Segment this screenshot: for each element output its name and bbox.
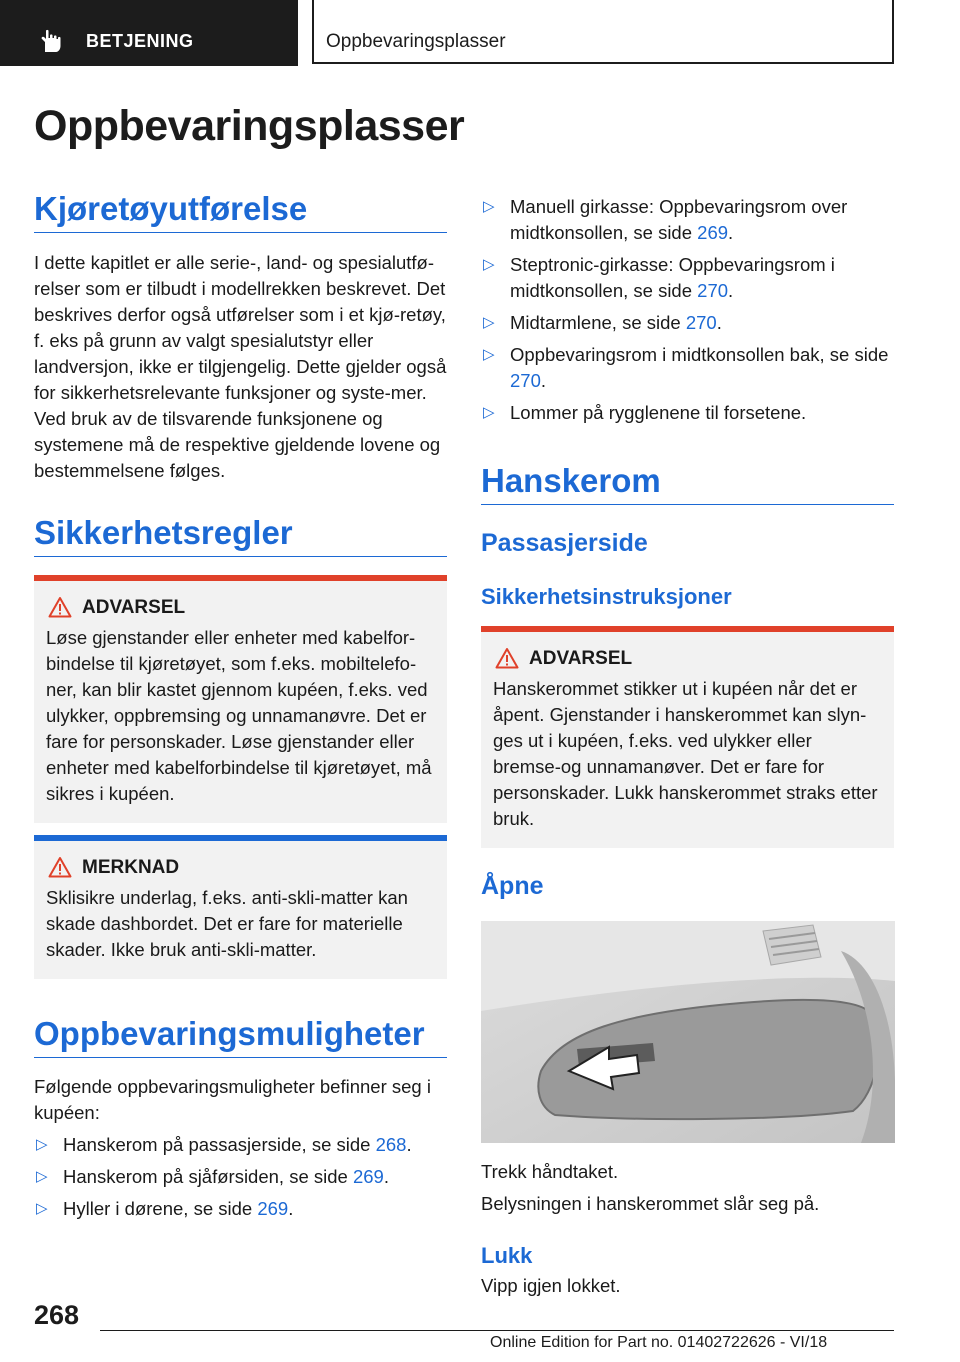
glovebox-photo [481, 921, 895, 1143]
safety-instructions-heading: Sikkerhetsinstruksjoner [481, 584, 732, 609]
note-box [34, 835, 447, 979]
close-heading: Lukk [481, 1243, 533, 1268]
storage-heading: Oppbevaringsmuligheter [34, 1015, 447, 1058]
footer-edition: Online Edition for Part no. 01402722626 - VI/18 [490, 1334, 828, 1351]
left-column [34, 190, 447, 1222]
list-item: ▷ Oppbevaringsrom i midtkonsollen bak, se side 270. [483, 344, 889, 391]
breadcrumb-label: Oppbevaringsplasser [326, 31, 506, 52]
vehicle-text: I dette kapitlet er alle serie-, land- og spesialutfø-relser som er tilbudt i modellrekken beskrevet. Det beskrives derfor også utførelser som i et kjø-retøy, f. eks på grunn av valgt spesialutstyr eller landversjon, ikke er tilgjengelig. Dette gjelder også for sikkerhetsrelevante funksjoner og syste-mer. Ved bruk av de tilsvarende funksjonene og systemene må de respektive gjeldende lovene og bestemmelsene følges. [34, 252, 447, 481]
arrow-marker-icon: ▷ [36, 1168, 48, 1185]
warning-title-label: ADVARSEL [82, 597, 186, 618]
arrow-marker-icon: ▷ [36, 1200, 48, 1217]
warning-text: Hanskerommet stikker ut i kupéen når det er åpent. Gjenstander i hanskerommet kan slyn-ges ut i kupéen, f.eks. ved ulykker eller bremse-og unnamanøver. Det er fare for personskader. Lukk hanskerommet straks etter bruk. [493, 678, 878, 829]
warning-triangle-icon [48, 596, 72, 618]
warning-triangle-icon [48, 856, 72, 878]
close-step: Vipp igjen lokket. [481, 1275, 621, 1296]
warning-title [82, 595, 435, 621]
page-title: Oppbevaringsplasser [34, 102, 465, 150]
warning-box [34, 575, 447, 823]
section-tab [0, 0, 298, 66]
list-item: ▷ Hanskerom på sjåførsiden, se side 269. [34, 1164, 447, 1190]
open-heading: Åpne [481, 872, 544, 900]
list-item: ▷ Hyller i dørene, se side 269. [34, 1196, 447, 1222]
list-item: ▷ Manuell girkasse: Oppbevaringsrom over midtkonsollen, se side 269. [483, 196, 848, 243]
warning-triangle-icon [495, 647, 519, 669]
page-link[interactable]: 269 [352, 1166, 384, 1187]
open-step-1: Trekk håndtaket. [481, 1161, 619, 1182]
breadcrumb [312, 0, 894, 64]
safety-heading: Sikkerhetsregler [34, 514, 447, 557]
passenger-heading: Passasjerside [481, 529, 648, 557]
glovebox-warning-box [481, 626, 894, 848]
arrow-marker-icon: ▷ [483, 346, 495, 363]
arrow-marker-icon: ▷ [36, 1136, 48, 1153]
list-item: ▷ Lommer på rygglenene til forsetene. [481, 400, 894, 426]
section-label: BETJENING [86, 31, 194, 51]
page-link[interactable]: 270 [685, 312, 717, 333]
page-number: 268 [34, 1300, 80, 1330]
page-link[interactable]: 270 [697, 280, 729, 301]
glovebox-heading: Hanskerom [481, 462, 894, 505]
list-item: ▷ Midtarmlene, se side 270. [481, 310, 894, 336]
footer-divider [100, 1330, 894, 1331]
note-title-label: MERKNAD [82, 857, 180, 878]
storage-list-right [481, 194, 894, 426]
open-step-2: Belysningen i hanskerommet slår seg på. [481, 1193, 820, 1214]
page-link[interactable]: 269 [697, 222, 729, 243]
warning-title [529, 646, 882, 672]
note-text: Sklisikre underlag, f.eks. anti-skli-matter kan skade dashbordet. Det er fare for materielle skader. Ikke bruk anti-skli-matter. [46, 887, 408, 960]
hand-icon [38, 28, 64, 54]
list-item: ▷ Steptronic-girkasse: Oppbevaringsrom i midtkonsollen, se side 270. [483, 254, 835, 301]
arrow-marker-icon: ▷ [483, 198, 495, 215]
warning-text: Løse gjenstander eller enheter med kabelfor-bindelse til kjøretøyet, som f.eks. mobiltelefo-ner, kan blir kastet gjennom kupéen, f.eks. ved ulykker, oppbremsing og unnamanøvre. Det er fare for personskader. Løse gjenstander eller enheter med kabelforbindelse til kjøretøyet, må sikres i kupéen. [46, 627, 432, 804]
storage-list-left [34, 1132, 447, 1222]
storage-intro: Følgende oppbevaringsmuligheter befinner seg i kupéen: [34, 1076, 431, 1123]
note-title [82, 855, 435, 881]
page-link[interactable]: 270 [510, 370, 541, 391]
arrow-marker-icon: ▷ [483, 314, 495, 331]
arrow-marker-icon: ▷ [483, 404, 495, 421]
page-link[interactable]: 269 [257, 1198, 289, 1219]
warning-title-label: ADVARSEL [529, 648, 633, 669]
right-column [481, 190, 894, 1299]
vehicle-heading: Kjøretøyutførelse [34, 190, 447, 233]
list-item: ▷ Hanskerom på passasjerside, se side 268. [34, 1132, 447, 1158]
arrow-marker-icon: ▷ [483, 256, 495, 273]
page-link[interactable]: 268 [375, 1134, 407, 1155]
